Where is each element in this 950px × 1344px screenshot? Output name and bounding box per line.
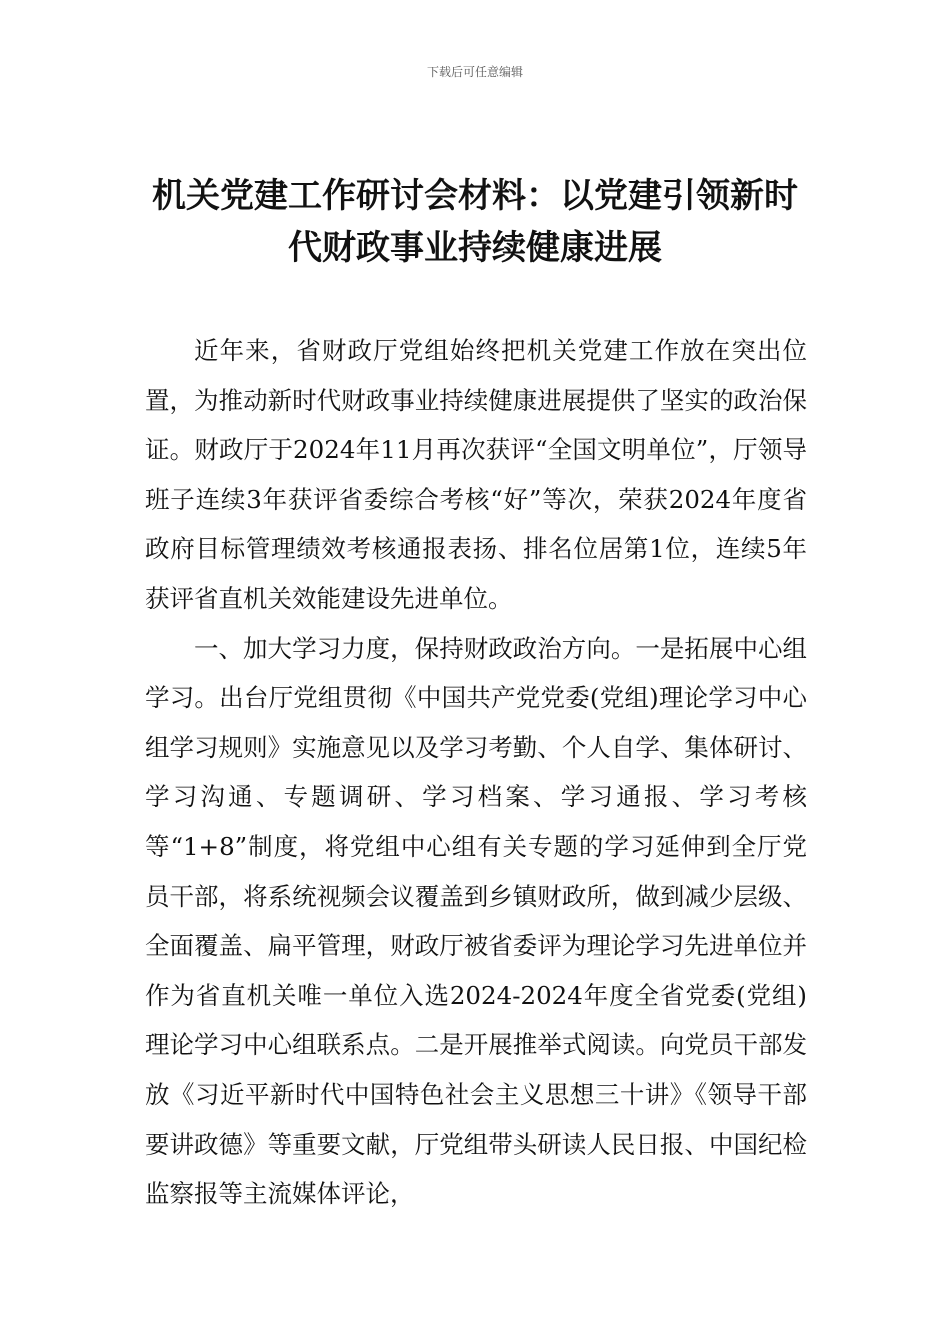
body-paragraph: 近年来，省财政厅党组始终把机关党建工作放在突出位置，为推动新时代财政事业持续健康进展提供了坚实的政治保证。财政厅于2024年11月再次获评“全国文明单位”，厅领导班子连续3年获评省委综合考核“好”等次，荣获2024年度省政府目标管理绩效考核通报表扬、排名位居第1位，连续5年获评省直机关效能建设先进单位。 xyxy=(145,336,807,613)
body-paragraph: 一、加大学习力度，保持财政政治方向。一是拓展中心组学习。出台厅党组贯彻《中国共产党党委(党组)理论学习中心组学习规则》实施意见以及学习考勤、个人自学、集体研讨、学习沟通、专题调研、学习档案、学习通报、学习考核等“1+8”制度，将党组中心组有关专题的学习延伸到全厅党员干部，将系统视频会议覆盖到乡镇财政所，做到减少层级、全面覆盖、扁平管理，财政厅被省委评为理论学习先进单位并作为省直机关唯一单位入选2024-2024年度全省党委(党组)理论学习中心组联系点。二是开展推举式阅读。向党员干部发放《习近平新时代中国特色社会主义思想三十讲》《领导干部要讲政德》等重要文献，厅党组带头研读人民日报、中国纪检监察报等主流媒体评论， xyxy=(145,633,807,1209)
document-body xyxy=(145,326,807,1219)
page-header-note: 下载后可任意编辑 xyxy=(426,65,523,79)
document-title: 机关党建工作研讨会材料：以党建引领新时代财政事业持续健康进展 xyxy=(152,176,798,268)
